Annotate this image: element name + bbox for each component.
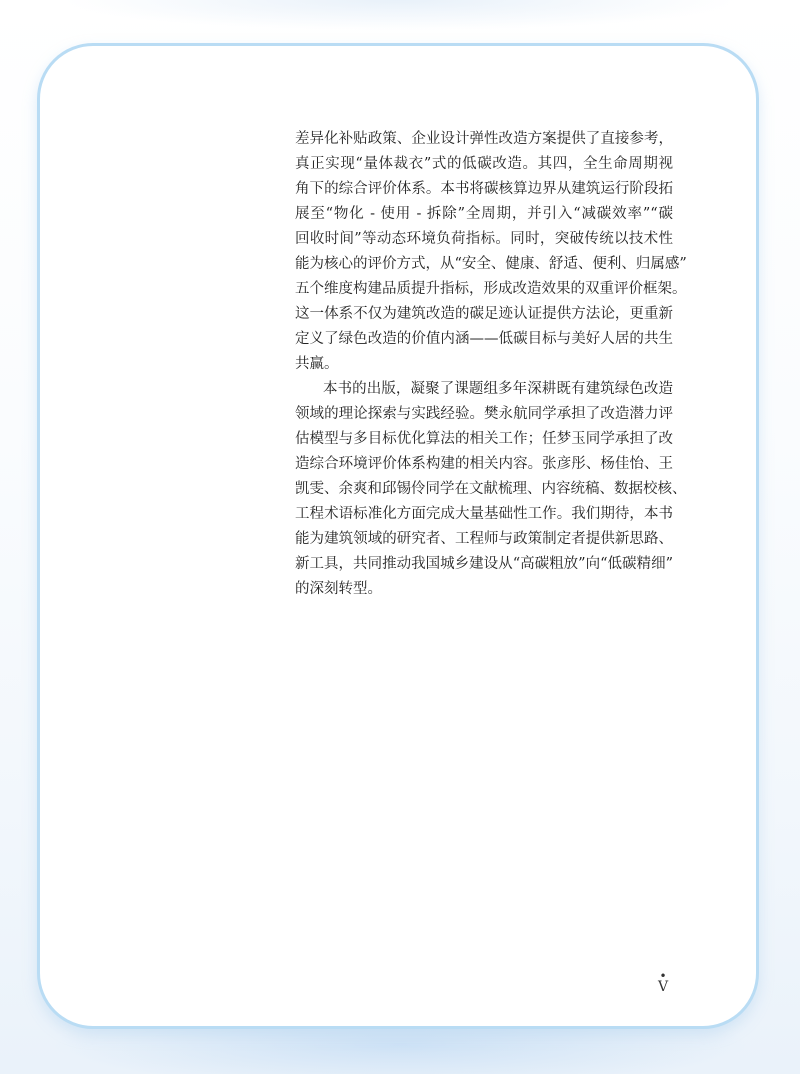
text-line: 展至“物化 - 使用 - 拆除”全周期，并引入“减碳效率”“碳	[295, 206, 673, 222]
page-number-dot: •	[659, 969, 667, 983]
body-text	[295, 127, 687, 602]
text-line: 这一体系不仅为建筑改造的碳足迹认证提供方法论，更重新	[295, 306, 673, 322]
text-line: 能为建筑领域的研究者、工程师与政策制定者提供新思路、	[295, 531, 673, 547]
text-line: 新工具，共同推动我国城乡建设从“高碳粗放”向“低碳精细”	[295, 556, 673, 572]
text-line: 共赢。	[295, 356, 339, 372]
background-top-glow	[60, 0, 740, 30]
text-line: 定义了绿色改造的价值内涵——低碳目标与美好人居的共生	[295, 331, 673, 347]
text-line: 真正实现“量体裁衣”式的低碳改造。其四，全生命周期视	[295, 156, 673, 172]
text-line: 五个维度构建品质提升指标，形成改造效果的双重评价框架。	[295, 281, 687, 297]
text-line: 估模型与多目标优化算法的相关工作；任梦玉同学承担了改	[295, 431, 673, 447]
text-line: 角下的综合评价体系。本书将碳核算边界从建筑运行阶段拓	[295, 181, 673, 197]
paragraph-1	[295, 127, 687, 377]
text-line: 造综合环境评价体系构建的相关内容。张彦彤、杨佳怡、王	[295, 456, 673, 472]
page-number	[655, 969, 671, 995]
page-number-roman: V	[657, 979, 669, 995]
text-line: 差异化补贴政策、企业设计弹性改造方案提供了直接参考，	[295, 131, 673, 147]
text-line: 凯雯、余爽和邱锡伶同学在文献梳理、内容统稿、数据校核、	[295, 481, 687, 497]
paragraph-2	[295, 377, 687, 602]
text-line: 领域的理论探索与实践经验。樊永航同学承担了改造潜力评	[295, 406, 673, 422]
text-line: 能为核心的评价方式，从“安全、健康、舒适、便利、归属感”	[295, 256, 687, 272]
text-line: 本书的出版，凝聚了课题组多年深耕既有建筑绿色改造	[323, 381, 673, 397]
text-line: 的深刻转型。	[295, 581, 382, 597]
text-line: 工程术语标准化方面完成大量基础性工作。我们期待，本书	[295, 506, 673, 522]
text-line: 回收时间”等动态环境负荷指标。同时，突破传统以技术性	[295, 231, 673, 247]
